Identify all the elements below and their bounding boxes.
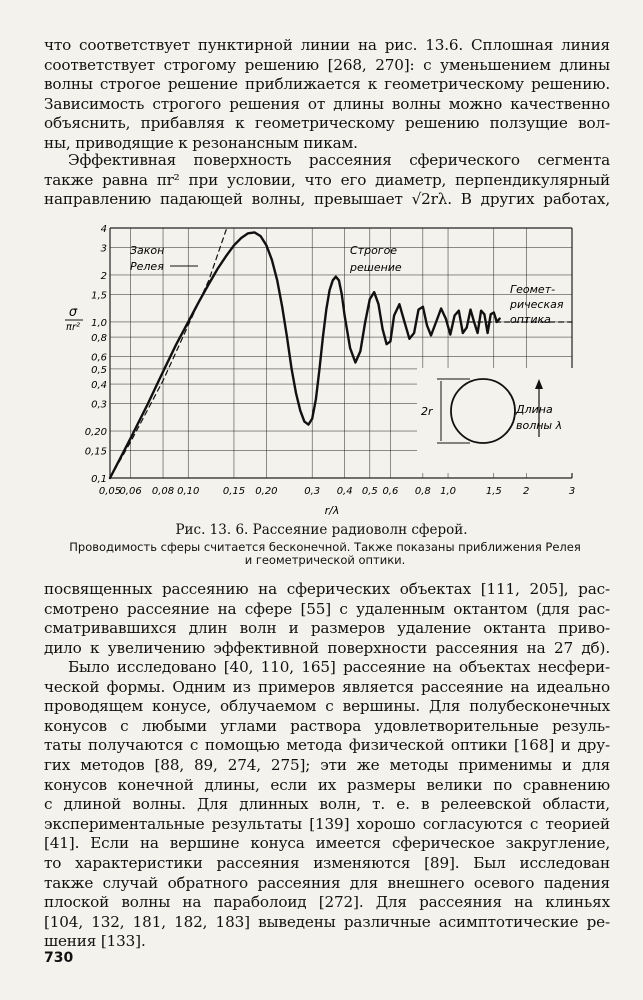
text-line: направлению падающей волны, превышает √2rλ. В других работах, — [44, 190, 610, 209]
text-line: шения [133]. — [44, 932, 146, 951]
y-tick-label: 0,5 — [91, 364, 107, 376]
text-line: то характеристики рассеяния изменяются [89]. Был исследован — [44, 853, 610, 872]
annotation-text: Релея — [130, 260, 164, 273]
text-line: таты получаются с помощью метода физической оптики [168] и дру- — [44, 736, 610, 755]
text-line: также случай обратного рассеяния для внешнего осевого падения — [44, 873, 610, 892]
annotation-rayleigh — [130, 244, 198, 273]
text-line: объяснить, прибавляя к геометрическому решению ползущие вол- — [44, 114, 610, 133]
y-tick-label: 3 — [100, 243, 107, 255]
text-line: соответствует строгому решению [268, 270]: с уменьшением длины — [44, 55, 610, 74]
x-tick-label: 0,05 — [98, 486, 122, 497]
x-tick-label: 1,0 — [440, 486, 456, 497]
text-line: гих методов [88, 89, 274, 275]; эти же методы применимы и для — [44, 755, 610, 774]
text-line: посвященных рассеянию на сферических объектах [111, 205], рас- — [44, 580, 610, 598]
paragraph-segment — [44, 151, 610, 210]
x-axis-ticks — [99, 486, 575, 497]
annotation-text: Геомет- — [510, 283, 556, 296]
text-line: волны строгое решение приближается к геометрическому решению. — [44, 75, 610, 94]
paragraph-nonspherical — [44, 658, 610, 952]
text-line: конусов конечной длины, если их размеры велики по сравнению — [44, 775, 610, 794]
text-line: Эффективная поверхность рассеяния сферического сегмента — [68, 151, 610, 169]
x-tick-label: 0,06 — [119, 486, 142, 497]
text-line: сматривавшихся длин волн и размеров удаление октанта приво- — [44, 619, 610, 638]
text-line: Зависимость строгого решения от длины волны можно качественно — [44, 94, 610, 113]
x-tick-label: 0,5 — [361, 486, 378, 497]
x-tick-label: 0,4 — [336, 486, 353, 497]
figure-13-6 — [0, 222, 643, 522]
y-label-numerator: σ — [68, 305, 78, 320]
inset-text: Длина — [516, 403, 553, 416]
x-tick-label: 1,5 — [485, 486, 502, 497]
sphere-inset — [417, 368, 574, 473]
text-line: с длиной волны. Для длинных волн, т. е. в релеевской области, — [44, 795, 610, 814]
x-tick-label: 0,15 — [222, 486, 246, 497]
annotation-text: решение — [350, 261, 402, 274]
text-line: также равна πr² при условии, что его диаметр, перпендикулярный — [44, 170, 610, 189]
series-line-dashed — [110, 230, 226, 478]
caption-note-line: Проводимость сферы считается бесконечной. Также показаны приближения Релея — [69, 540, 581, 554]
y-tick-label: 0,15 — [84, 446, 107, 458]
annotation-exact — [349, 244, 402, 274]
text-line: ны, приводящие к резонансным пикам. — [44, 133, 358, 152]
text-line: смотрено рассеяние на сфере [55] с удаленным октантом (для рас- — [44, 599, 610, 618]
dimension-label: 2r — [421, 405, 433, 418]
caption-note-line: и геометрической оптики. — [244, 553, 406, 567]
y-label-denominator: πr² — [65, 322, 81, 333]
x-tick-label: 0,10 — [177, 486, 200, 497]
y-tick-label: 0,8 — [91, 333, 107, 345]
annotation-text: Закон — [130, 244, 165, 257]
figure-caption-title: Рис. 13. 6. Рассеяние радиоволн сферой. — [175, 522, 468, 538]
text-line: ческой формы. Одним из примеров является рассеяние на идеально — [44, 677, 610, 696]
page-number: 730 — [44, 950, 74, 966]
annotation-geometric — [509, 283, 564, 326]
text-line: Было исследовано [40, 110, 165] рассеяние на объектах несфери- — [68, 658, 610, 676]
annotation-text: рическая — [510, 298, 564, 311]
y-tick-label: 1,0 — [91, 317, 107, 329]
text-line: дило к увеличению эффективной поверхности рассеяния на 27 дб). — [44, 638, 610, 657]
paragraph-other-work — [44, 580, 610, 658]
y-tick-label: 2 — [100, 270, 107, 282]
y-tick-label: 1,5 — [91, 290, 107, 302]
x-tick-label: 0,20 — [255, 486, 278, 497]
text-line: экспериментальные результаты [139] хорошо согласуются с теорией — [44, 814, 610, 833]
inset-text: волны λ — [516, 419, 563, 432]
y-tick-label: 4 — [100, 224, 107, 235]
x-tick-label: 0,8 — [414, 486, 431, 497]
x-tick-label: 3 — [568, 486, 576, 497]
text-line: плоской волны на параболоид [272]. Для рассеяния на клиньях — [44, 893, 610, 912]
x-tick-label: 0,3 — [304, 486, 321, 497]
y-axis-label — [65, 305, 83, 333]
y-tick-label: 0,4 — [91, 380, 107, 392]
text-line: что соответствует пунктирной линии на рис. 13.6. Сплошная линия — [44, 36, 610, 54]
y-tick-label: 0,1 — [91, 474, 107, 485]
text-line: [41]. Если на вершине конуса имеется сферическое закругление, — [44, 834, 610, 853]
y-axis-ticks — [85, 224, 107, 485]
text-line: [104, 132, 181, 182, 183] выведены различные асимптотические ре- — [44, 912, 610, 931]
x-tick-label: 0,6 — [382, 486, 399, 497]
y-tick-label: 0,20 — [84, 427, 107, 439]
annotation-text: Строгое — [350, 244, 398, 257]
y-tick-label: 0,6 — [91, 352, 107, 364]
text-line: конусов с любыми углами раствора удовлетворительные резуль- — [44, 716, 610, 735]
paragraph-continuation — [44, 36, 610, 154]
text-line: проводящем конусе, облучаемом с вершины. Для полубесконечных — [44, 697, 610, 716]
x-axis-label: r/λ — [324, 504, 340, 517]
annotation-text: оптика — [510, 313, 551, 326]
x-tick-label: 2 — [523, 486, 530, 497]
figure-caption-note — [40, 541, 610, 567]
x-tick-label: 0,08 — [151, 486, 175, 497]
y-tick-label: 0,3 — [91, 399, 107, 411]
